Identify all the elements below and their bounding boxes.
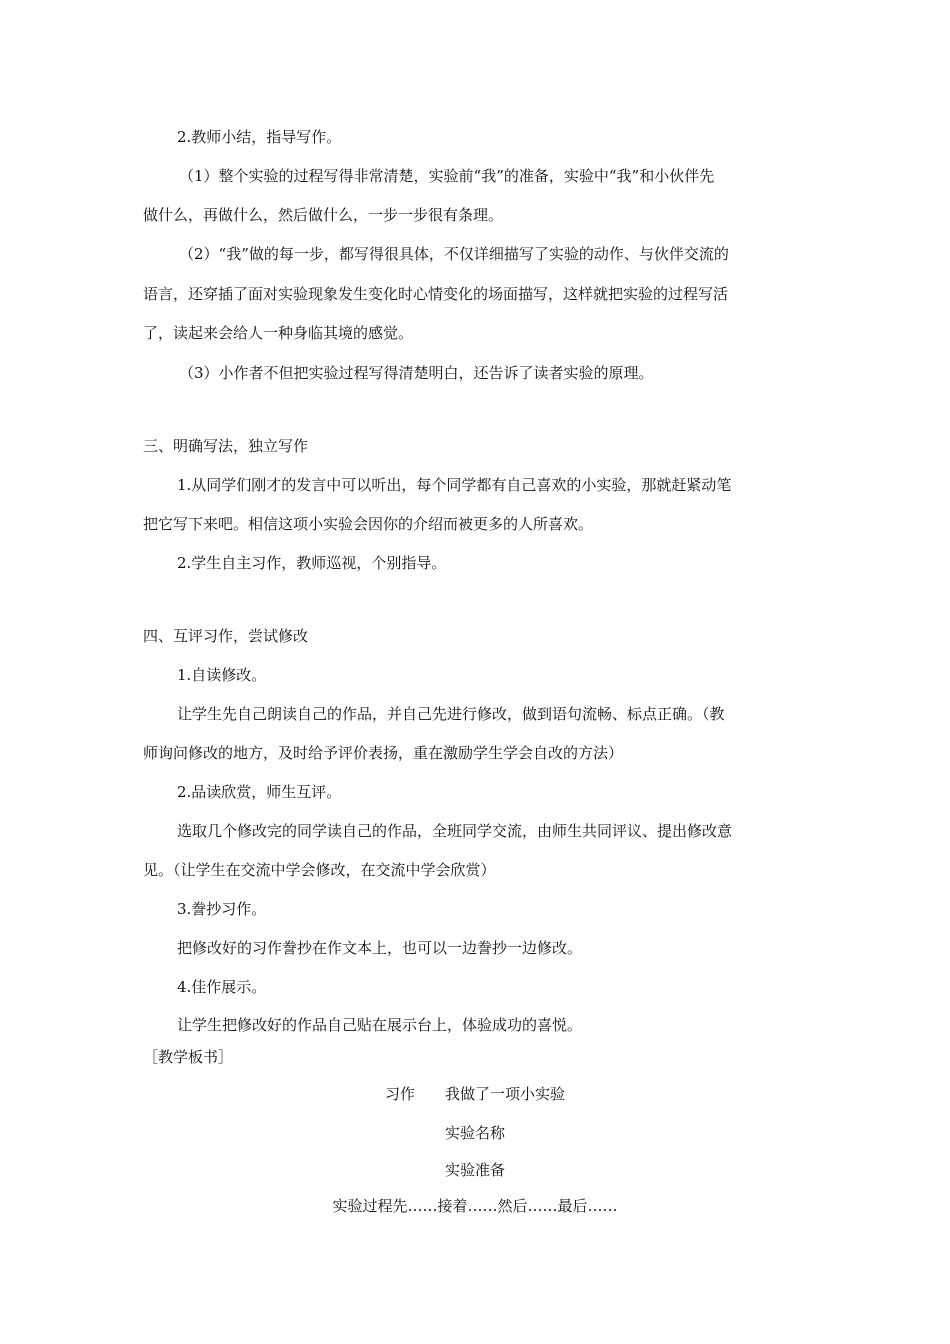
summary-point-2-line-2: 语言，还穿插了面对实验现象发生变化时心情变化的场面描写，这样就把实验的过程写活	[143, 285, 729, 303]
section-4-item-4-desc: 让学生把修改好的作品自己贴在展示台上，体验成功的喜悦。	[177, 1016, 583, 1034]
section-4-item-4: 4.佳作展示。	[177, 978, 267, 996]
section-4-item-2-desc-line-2: 见。（让学生在交流中学会修改，在交流中学会欣赏）	[143, 861, 496, 879]
section-4-heading: 四、互评习作，尝试修改	[143, 627, 309, 645]
summary-point-1-line-2: 做什么，再做什么，然后做什么，一步一步很有条理。	[143, 206, 504, 224]
summary-point-3: （3）小作者不但把实验过程写得清楚明白，还告诉了读者实验的原理。	[179, 364, 654, 382]
summary-point-1-line-1: （1）整个实验的过程写得非常清楚，实验前“我”的准备，实验中“我”和小伙伴先	[179, 167, 715, 185]
board-row-process: 实验过程先……接着……然后……最后……	[332, 1197, 618, 1215]
board-row-preparation: 实验准备	[444, 1161, 505, 1179]
section-4-item-3: 3.誊抄习作。	[177, 900, 267, 918]
section-4-item-2-desc-line-1: 选取几个修改完的同学读自己的作品，全班同学交流，由师生共同评议、提出修改意	[177, 822, 733, 840]
section-3-heading: 三、明确写法，独立写作	[143, 437, 309, 455]
section-3-item-1-line-1: 1.从同学们刚才的发言中可以听出，每个同学都有自己喜欢的小实验，那就赶紧动笔	[177, 476, 732, 494]
summary-point-2-line-1: （2）“我”做的每一步，都写得很具体，不仅详细描写了实验的动作、与伙伴交流的	[179, 245, 729, 263]
section-4-item-1: 1.自读修改。	[177, 666, 267, 684]
board-title: 习作 我做了一项小实验	[384, 1085, 565, 1103]
board-row-name: 实验名称	[444, 1124, 505, 1142]
summary-heading: 2.教师小结，指导写作。	[177, 128, 342, 146]
board-heading: ［教学板书］	[143, 1048, 234, 1066]
section-3-item-1-line-2: 把它写下来吧。相信这项小实验会因你的介绍而被更多的人所喜欢。	[143, 515, 594, 533]
section-4-item-1-desc-line-1: 让学生先自己朗读自己的作品，并自己先进行修改，做到语句流畅、标点正确。（教	[177, 705, 725, 723]
section-4-item-2: 2.品读欣赏，师生互评。	[177, 783, 342, 801]
section-3-item-2: 2.学生自主习作，教师巡视，个别指导。	[177, 554, 447, 572]
summary-point-2-line-3: 了，读起来会给人一种身临其境的感觉。	[143, 324, 414, 342]
section-4-item-3-desc: 把修改好的习作誊抄在作文本上，也可以一边誊抄一边修改。	[177, 939, 583, 957]
section-4-item-1-desc-line-2: 师询问修改的地方，及时给予评价表扬，重在激励学生学会自改的方法）	[143, 744, 624, 762]
